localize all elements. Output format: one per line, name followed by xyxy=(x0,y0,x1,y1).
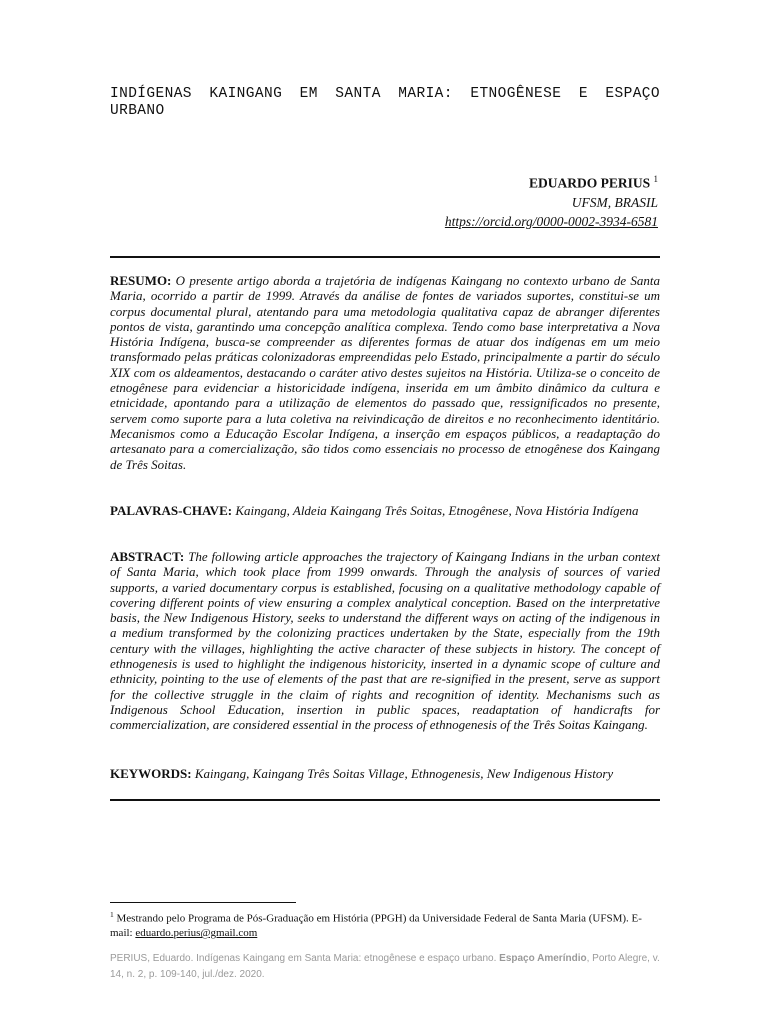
footnote xyxy=(110,908,660,941)
footnote-email-link[interactable]: eduardo.perius@gmail.com xyxy=(135,927,258,940)
citation-journal: Espaço Ameríndio xyxy=(499,953,587,964)
bottom-divider xyxy=(110,799,660,801)
abstract-text: The following article approaches the trajectory of Kaingang Indians in the urban context of Santa Maria, which took place from 1999 onwards. Through the analysis of sources of varied supports, a varied documentary corpus is established, focusing on a qualitative methodology capable of covering different points of view ensuring a complex analytical conception. Based on the interpretative basis, the New Indigenous History, seeks to understand the different ways on acting of the indigenous in a medium transformed by the colonizing practices undertaken by the State, especially from the 19th century with the villages, highlighting the active character of these subjects in history. The concept of ethnogenesis is used to highlight the indigenous historicity, inserted in a dynamic scope of culture and ethnicity, pointing to the use of elements of the past that are re-signified in the present, serve as support for the collective struggle in the claim of rights and recognition of identity. Mechanisms such as Indigenous School Education, insertion in public spaces, readaptation of handicrafts for commercialization, are considered essential in the process of ethnogenesis of the Três Soitas Kaingang. xyxy=(110,549,660,733)
orcid-link[interactable]: https://orcid.org/0000-0002-3934-6581 xyxy=(444,213,658,229)
author-name xyxy=(445,170,658,193)
keywords-section xyxy=(110,766,660,781)
citation-footer xyxy=(110,951,665,983)
resumo-text: O presente artigo aborda a trajetória de indígenas Kaingang no contexto urbano de Santa Maria, ocorrido a partir de 1999. Através da análise de fontes de variados suportes, constitui-se um corpus documental plural, atentando para uma metodologia qualitativa capaz de abranger diferentes pontos de vista, garantindo uma concepção analítica complexa. Tendo como base interpretativa a Nova História Indígena, busca-se compreender as diferentes formas de atuar dos indígenas em um meio transformado pelas práticas colonizadoras empreendidas pelo Estado, principalmente a partir do século XIX com os aldeamentos, destacando o caráter ativo destes sujeitos na História. Utiliza-se o conceito de etnogênese para evidenciar a historicidade indígena, inserida em um âmbito dinâmico da cultura e etnicidade, apontando para a utilização de elementos do passado que, ressignificados no presente, servem como suporte para a luta coletiva na reivindicação de direitos e no reconhecimento identitário. Mecanismos como a Educação Escolar Indígena, a inserção em espaços públicos, a readaptação do artesanato para a comercialização, são tidos como essenciais no processo de etnogênese dos Kaingang de Três Soitas. xyxy=(110,273,660,472)
footnote-marker: 1 xyxy=(110,910,114,919)
citation-text: PERIUS, Eduardo. Indígenas Kaingang em Santa Maria: etnogênese e espaço urbano. xyxy=(110,953,500,964)
palavras-chave-label: PALAVRAS-CHAVE: xyxy=(110,503,233,518)
author-block xyxy=(445,170,658,231)
resumo-label: RESUMO: xyxy=(110,273,172,288)
abstract-section xyxy=(110,549,660,733)
author-footnote-marker: 1 xyxy=(653,174,658,184)
palavras-chave-section xyxy=(110,503,660,518)
author-affiliation: UFSM, BRASIL xyxy=(571,194,658,210)
footnote-text: Mestrando pelo Programa de Pós-Graduação em História (PPGH) da Universidade Federal de Santa Maria (UFSM). E-mail: xyxy=(110,912,642,940)
abstract-label: ABSTRACT: xyxy=(110,549,185,564)
author-name-text: EDUARDO PERIUS xyxy=(528,175,651,191)
keywords-text: Kaingang, Kaingang Três Soitas Village, Ethnogenesis, New Indigenous History xyxy=(194,766,614,781)
article-title: INDÍGENAS KAINGANG EM SANTA MARIA: ETNOGÊNESE E ESPAÇO URBANO xyxy=(110,86,660,119)
palavras-chave-text: Kaingang, Aldeia Kaingang Três Soitas, Etnogênese, Nova História Indígena xyxy=(235,503,639,518)
citation-details: , Porto Alegre, v. 14, n. 2, p. 109-140, jul./dez. 2020. xyxy=(110,953,660,980)
keywords-label: KEYWORDS: xyxy=(110,766,192,781)
resumo-section xyxy=(110,273,660,472)
footnote-divider xyxy=(110,902,296,903)
top-divider xyxy=(110,256,660,258)
